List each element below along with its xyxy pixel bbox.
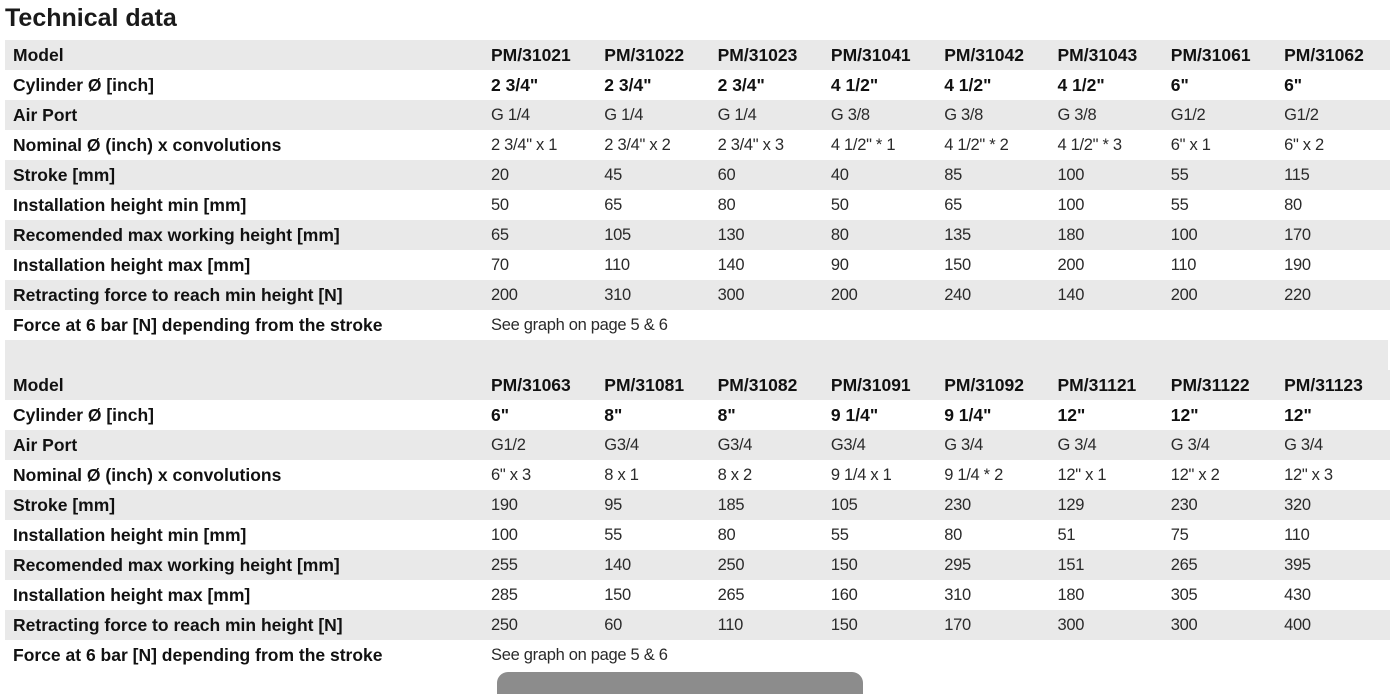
model-header-cell: PM/31122 xyxy=(1171,370,1284,400)
table-cell: 170 xyxy=(1284,220,1390,250)
force-note: See graph on page 5 & 6 xyxy=(491,315,668,334)
table-cell: 4 1/2" xyxy=(1057,74,1105,95)
cylinder-row xyxy=(5,400,1390,430)
table-cell: 85 xyxy=(944,160,1057,190)
table-cell: 130 xyxy=(718,220,831,250)
force-row xyxy=(5,310,1390,340)
air-port-row xyxy=(5,430,1390,460)
table-cell: 50 xyxy=(491,195,509,214)
table-cell: G1/2 xyxy=(1171,100,1284,130)
table-cell: 2 3/4" x 1 xyxy=(491,135,558,154)
table-cell: 60 xyxy=(604,610,717,640)
table-cell: 50 xyxy=(830,195,849,214)
table-cell: 9 1/4 * 2 xyxy=(944,465,1003,484)
model-header-cell: PM/31061 xyxy=(1171,40,1284,70)
table-cell: 150 xyxy=(831,610,944,640)
model-header-cell: PM/31091 xyxy=(831,370,944,400)
table-cell: 65 xyxy=(491,220,604,250)
model-header-cell: PM/31041 xyxy=(831,40,944,70)
table-cell: 220 xyxy=(1284,280,1390,310)
table-cell: 305 xyxy=(1170,585,1198,604)
table-cell: 170 xyxy=(944,610,1057,640)
model-header-cell: PM/31123 xyxy=(1284,370,1390,400)
table-cell: 265 xyxy=(717,585,745,604)
table-cell: 9 1/4 x 1 xyxy=(830,465,892,484)
force-note: See graph on page 5 & 6 xyxy=(491,645,668,664)
table-cell: 295 xyxy=(944,550,1057,580)
row-label: Installation height min [mm] xyxy=(13,524,247,545)
model-header-cell: PM/31042 xyxy=(944,40,1057,70)
table-cell: 6" xyxy=(1170,74,1189,95)
table-cell: G 3/4 xyxy=(944,430,1057,460)
table-cell: 285 xyxy=(491,585,518,604)
table-cell: G3/4 xyxy=(718,430,831,460)
table-cell: 65 xyxy=(944,195,962,214)
table-cell: 65 xyxy=(604,195,623,214)
table-cell: 12" xyxy=(1284,404,1312,425)
table-cell: 80 xyxy=(1284,195,1302,214)
table-cell: 100 xyxy=(1171,220,1284,250)
table-cell: 151 xyxy=(1057,550,1170,580)
table-cell: 4 1/2" xyxy=(944,74,992,95)
row-label: Stroke [mm] xyxy=(5,160,491,190)
table-cell: G 1/4 xyxy=(491,100,604,130)
table-cell: 265 xyxy=(1171,550,1284,580)
table-cell: 55 xyxy=(1170,195,1189,214)
table-cell: G 3/4 xyxy=(1284,430,1390,460)
table-cell: 4 1/2" * 3 xyxy=(1057,135,1122,154)
table-cell: 140 xyxy=(717,255,745,274)
table-cell: 20 xyxy=(491,160,604,190)
table-separator xyxy=(5,340,1388,370)
row-label: Nominal Ø (inch) x convolutions xyxy=(13,464,282,485)
scrollbar-thumb[interactable] xyxy=(497,672,863,694)
table-cell: 140 xyxy=(1057,280,1170,310)
table-cell: 55 xyxy=(1171,160,1284,190)
table-cell: 300 xyxy=(1057,610,1170,640)
row-label: Force at 6 bar [N] depending from the stroke xyxy=(13,314,383,335)
table-cell: 12" x 2 xyxy=(1170,465,1220,484)
table-cell: 150 xyxy=(831,550,944,580)
table-cell: 8 x 1 xyxy=(604,465,639,484)
row-label: Nominal Ø (inch) x convolutions xyxy=(13,134,282,155)
table-cell: 180 xyxy=(1057,220,1170,250)
table-cell: 190 xyxy=(1284,255,1311,274)
technical-data-table-2 xyxy=(5,370,1390,670)
table-cell: 40 xyxy=(831,160,944,190)
table-cell: 80 xyxy=(944,525,962,544)
table-cell: 9 1/4" xyxy=(944,404,992,425)
recommended-max-row xyxy=(5,550,1390,580)
table-cell: 80 xyxy=(831,220,944,250)
table-cell: 115 xyxy=(1284,160,1390,190)
row-label: Recomended max working height [mm] xyxy=(5,220,491,250)
table-cell: 320 xyxy=(1284,490,1390,520)
force-row xyxy=(5,640,1390,670)
table-cell: 55 xyxy=(830,525,849,544)
table-cell: G 3/4 xyxy=(1171,430,1284,460)
cylinder-row xyxy=(5,70,1390,100)
table-cell: 6" x 1 xyxy=(1170,135,1211,154)
table-cell: 200 xyxy=(831,280,944,310)
table-cell: 100 xyxy=(1057,195,1085,214)
row-label: Cylinder Ø [inch] xyxy=(13,74,154,95)
row-label: Installation height max [mm] xyxy=(13,254,251,275)
install-max-row xyxy=(5,580,1390,610)
table-cell: 255 xyxy=(491,550,604,580)
model-header-cell: PM/31021 xyxy=(491,40,604,70)
table-cell: 400 xyxy=(1284,610,1390,640)
table-cell: 80 xyxy=(717,525,736,544)
table-cell: 12" x 3 xyxy=(1284,465,1333,484)
table-cell: G1/2 xyxy=(491,430,604,460)
table-cell: 310 xyxy=(604,280,717,310)
table-cell: 60 xyxy=(718,160,831,190)
table-cell: 75 xyxy=(1170,525,1189,544)
table-cell: 80 xyxy=(717,195,736,214)
table-cell: 2 3/4" xyxy=(604,74,652,95)
table-cell: 2 3/4" x 3 xyxy=(717,135,784,154)
row-label: Cylinder Ø [inch] xyxy=(13,404,154,425)
table-cell: 90 xyxy=(830,255,849,274)
table-cell: 110 xyxy=(718,610,831,640)
row-label: Model xyxy=(5,370,491,400)
table-cell: 70 xyxy=(491,255,509,274)
table-cell: 4 1/2" * 1 xyxy=(830,135,896,154)
recommended-max-row xyxy=(5,220,1390,250)
row-label: Model xyxy=(5,40,491,70)
table-cell: 395 xyxy=(1284,550,1390,580)
table-cell: 4 1/2" * 2 xyxy=(944,135,1009,154)
table-cell: 200 xyxy=(491,280,604,310)
model-header-cell: PM/31023 xyxy=(718,40,831,70)
table-cell: 190 xyxy=(491,490,604,520)
table-cell: 2 3/4" xyxy=(491,74,539,95)
model-header-cell: PM/31022 xyxy=(604,40,717,70)
table-cell: 110 xyxy=(1284,525,1310,544)
table-cell: 8" xyxy=(604,404,623,425)
table-cell: 430 xyxy=(1284,585,1311,604)
table-cell: 230 xyxy=(944,490,1057,520)
model-header-cell: PM/31092 xyxy=(944,370,1057,400)
row-label: Force at 6 bar [N] depending from the stroke xyxy=(13,644,383,665)
nominal-row xyxy=(5,460,1390,490)
nominal-row xyxy=(5,130,1390,160)
table-cell: 6" xyxy=(1284,74,1303,95)
table-cell: 310 xyxy=(944,585,971,604)
model-header-cell: PM/31063 xyxy=(491,370,604,400)
table-cell: 2 3/4" x 2 xyxy=(604,135,671,154)
table-cell: 160 xyxy=(830,585,858,604)
table-cell: 110 xyxy=(604,255,630,274)
table-cell: 8 x 2 xyxy=(717,465,752,484)
table-cell: 12" x 1 xyxy=(1057,465,1107,484)
table-cell: G 3/8 xyxy=(1057,100,1170,130)
air-port-row xyxy=(5,100,1390,130)
row-label: Installation height min [mm] xyxy=(13,194,247,215)
row-label: Retracting force to reach min height [N] xyxy=(5,280,491,310)
table-cell: 9 1/4" xyxy=(830,404,879,425)
retracting-force-row xyxy=(5,610,1390,640)
table-cell: 135 xyxy=(944,220,1057,250)
table-cell: 2 3/4" xyxy=(717,74,765,95)
row-label: Installation height max [mm] xyxy=(13,584,251,605)
table-cell: 110 xyxy=(1170,255,1197,274)
technical-data-table-1 xyxy=(5,40,1390,340)
table-cell: 250 xyxy=(718,550,831,580)
table-cell: 180 xyxy=(1057,585,1085,604)
table-cell: 100 xyxy=(491,525,518,544)
row-label: Air Port xyxy=(5,430,491,460)
table-cell: G 3/8 xyxy=(831,100,944,130)
page-title: Technical data xyxy=(5,4,177,32)
retracting-force-row xyxy=(5,280,1390,310)
table-cell: 185 xyxy=(718,490,831,520)
stroke-row xyxy=(5,160,1390,190)
row-label: Air Port xyxy=(5,100,491,130)
table-cell: G3/4 xyxy=(604,430,717,460)
table-cell: 230 xyxy=(1171,490,1284,520)
table-cell: 140 xyxy=(604,550,717,580)
table-cell: 100 xyxy=(1057,160,1170,190)
table-cell: 129 xyxy=(1057,490,1170,520)
table-cell: G 3/4 xyxy=(1057,430,1170,460)
table-cell: G 1/4 xyxy=(718,100,831,130)
row-label: Recomended max working height [mm] xyxy=(5,550,491,580)
model-header-cell: PM/31062 xyxy=(1284,40,1390,70)
table-cell: 150 xyxy=(604,585,631,604)
table-cell: 6" xyxy=(491,404,510,425)
model-header-cell: PM/31043 xyxy=(1057,40,1170,70)
model-header-cell: PM/31082 xyxy=(718,370,831,400)
table-cell: 200 xyxy=(1171,280,1284,310)
table-cell: 55 xyxy=(604,525,623,544)
table-cell: 6" x 2 xyxy=(1284,135,1324,154)
table-cell: 300 xyxy=(718,280,831,310)
install-min-row xyxy=(5,190,1390,220)
table-cell: 250 xyxy=(491,610,604,640)
table-cell: 300 xyxy=(1171,610,1284,640)
table-cell: 12" xyxy=(1057,404,1086,425)
model-row xyxy=(5,370,1390,400)
row-label: Retracting force to reach min height [N] xyxy=(5,610,491,640)
table-cell: 95 xyxy=(604,490,717,520)
table-cell: G 3/8 xyxy=(944,100,1057,130)
table-cell: 51 xyxy=(1057,525,1076,544)
table-cell: G 1/4 xyxy=(604,100,717,130)
table-cell: 12" xyxy=(1170,404,1199,425)
table-cell: G3/4 xyxy=(831,430,944,460)
table-cell: G1/2 xyxy=(1284,100,1390,130)
model-header-cell: PM/31121 xyxy=(1057,370,1170,400)
table-cell: 105 xyxy=(604,220,717,250)
install-min-row xyxy=(5,520,1390,550)
table-cell: 150 xyxy=(944,255,971,274)
table-cell: 200 xyxy=(1057,255,1085,274)
stroke-row xyxy=(5,490,1390,520)
table-cell: 8" xyxy=(717,404,736,425)
table-cell: 45 xyxy=(604,160,717,190)
row-label: Stroke [mm] xyxy=(5,490,491,520)
install-max-row xyxy=(5,250,1390,280)
table-cell: 4 1/2" xyxy=(830,74,879,95)
model-row xyxy=(5,40,1390,70)
table-cell: 6" x 3 xyxy=(491,465,531,484)
table-cell: 240 xyxy=(944,280,1057,310)
model-header-cell: PM/31081 xyxy=(604,370,717,400)
table-cell: 105 xyxy=(831,490,944,520)
